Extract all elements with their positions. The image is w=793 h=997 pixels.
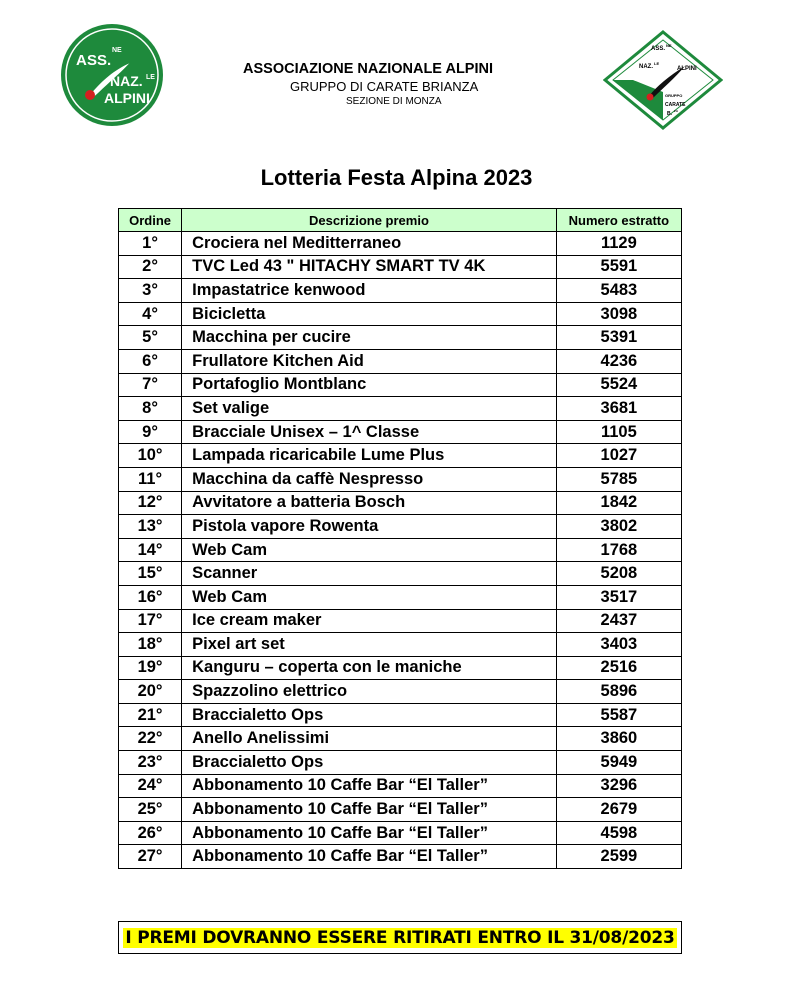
- row-prize-description: Braccialetto Ops: [182, 751, 557, 775]
- table-row: [119, 703, 682, 727]
- table-row: [119, 397, 682, 421]
- organization-name: ASSOCIAZIONE NAZIONALE ALPINI: [243, 61, 493, 77]
- table-row: [119, 633, 682, 657]
- table-row: [119, 680, 682, 704]
- row-drawn-number: 3296: [556, 774, 681, 798]
- row-drawn-number: 3802: [556, 515, 681, 539]
- table-row: [119, 326, 682, 350]
- row-prize-description: Macchina per cucire: [182, 326, 557, 350]
- row-prize-description: Web Cam: [182, 585, 557, 609]
- svg-text:GRUPPO: GRUPPO: [665, 93, 683, 98]
- row-prize-description: Abbonamento 10 Caffe Bar “El Taller”: [182, 798, 557, 822]
- table-row: [119, 845, 682, 869]
- organization-section: SEZIONE DI MONZA: [346, 96, 442, 107]
- page-title: [0, 165, 793, 191]
- table-row: [119, 656, 682, 680]
- svg-text:ZA: ZA: [674, 109, 678, 113]
- logo-text-alpini: ALPINI: [104, 90, 150, 106]
- row-rank: 2°: [119, 255, 182, 279]
- header-numero: Numero estratto: [556, 209, 681, 232]
- table-row: [119, 774, 682, 798]
- row-prize-description: Web Cam: [182, 538, 557, 562]
- row-prize-description: Set valige: [182, 397, 557, 421]
- row-prize-description: TVC Led 43 " HITACHY SMART TV 4K: [182, 255, 557, 279]
- row-drawn-number: 5785: [556, 467, 681, 491]
- row-prize-description: Ice cream maker: [182, 609, 557, 633]
- row-drawn-number: 5391: [556, 326, 681, 350]
- row-rank: 16°: [119, 585, 182, 609]
- row-drawn-number: 3403: [556, 633, 681, 657]
- table-row: [119, 491, 682, 515]
- row-prize-description: Abbonamento 10 Caffe Bar “El Taller”: [182, 821, 557, 845]
- row-rank: 17°: [119, 609, 182, 633]
- group-logo-right: [603, 30, 723, 130]
- row-rank: 8°: [119, 397, 182, 421]
- row-rank: 14°: [119, 538, 182, 562]
- row-rank: 7°: [119, 373, 182, 397]
- table-row: [119, 444, 682, 468]
- row-drawn-number: 5208: [556, 562, 681, 586]
- logo-sup-le: LE: [146, 74, 155, 81]
- row-prize-description: Bicicletta: [182, 302, 557, 326]
- header-ordine: Ordine: [119, 209, 182, 232]
- organization-group: GRUPPO DI CARATE BRIANZA: [290, 79, 479, 94]
- row-drawn-number: 5524: [556, 373, 681, 397]
- row-drawn-number: 5591: [556, 255, 681, 279]
- row-rank: 9°: [119, 420, 182, 444]
- svg-text:CARATE: CARATE: [665, 102, 686, 108]
- row-prize-description: Impastatrice kenwood: [182, 279, 557, 303]
- row-drawn-number: 5483: [556, 279, 681, 303]
- table-row: [119, 751, 682, 775]
- row-rank: 5°: [119, 326, 182, 350]
- row-rank: 21°: [119, 703, 182, 727]
- row-prize-description: Pistola vapore Rowenta: [182, 515, 557, 539]
- row-drawn-number: 5587: [556, 703, 681, 727]
- row-rank: 18°: [119, 633, 182, 657]
- table-row: [119, 821, 682, 845]
- row-rank: 4°: [119, 302, 182, 326]
- table-row: [119, 255, 682, 279]
- page-title-text: Lotteria Festa Alpina 2023: [260, 165, 533, 190]
- row-drawn-number: 4598: [556, 821, 681, 845]
- prize-table: [118, 208, 682, 869]
- row-drawn-number: 1105: [556, 420, 681, 444]
- row-drawn-number: 1027: [556, 444, 681, 468]
- logo-r-alpini: ALPINI: [677, 66, 697, 72]
- row-drawn-number: 1129: [556, 232, 681, 256]
- table-row: [119, 727, 682, 751]
- table-row: [119, 562, 682, 586]
- table-row: [119, 349, 682, 373]
- row-drawn-number: 2679: [556, 798, 681, 822]
- row-rank: 13°: [119, 515, 182, 539]
- table-row: [119, 515, 682, 539]
- table-row: [119, 798, 682, 822]
- row-rank: 23°: [119, 751, 182, 775]
- row-rank: 19°: [119, 656, 182, 680]
- table-row: [119, 609, 682, 633]
- row-prize-description: Anello Anelissimi: [182, 727, 557, 751]
- svg-text:LE: LE: [654, 61, 660, 66]
- row-prize-description: Avvitatore a batteria Bosch: [182, 491, 557, 515]
- logo-r-naz: NAZ.: [639, 64, 653, 70]
- logo-text-ss: SS.: [87, 52, 112, 69]
- logo-sup-ne: NE: [112, 47, 122, 54]
- table-row: [119, 420, 682, 444]
- row-prize-description: Braccialetto Ops: [182, 703, 557, 727]
- row-prize-description: Frullatore Kitchen Aid: [182, 349, 557, 373]
- table-row: [119, 302, 682, 326]
- row-rank: 3°: [119, 279, 182, 303]
- row-rank: 20°: [119, 680, 182, 704]
- table-row: [119, 585, 682, 609]
- row-drawn-number: 3098: [556, 302, 681, 326]
- logo-r-ass: ASS.: [651, 46, 666, 52]
- svg-text:NE: NE: [666, 43, 672, 48]
- table-row: [119, 538, 682, 562]
- row-drawn-number: 1768: [556, 538, 681, 562]
- row-rank: 15°: [119, 562, 182, 586]
- row-rank: 25°: [119, 798, 182, 822]
- svg-text:B.: B.: [667, 111, 672, 117]
- row-prize-description: Spazzolino elettrico: [182, 680, 557, 704]
- row-rank: 12°: [119, 491, 182, 515]
- row-drawn-number: 2516: [556, 656, 681, 680]
- association-logo-left: [60, 23, 164, 127]
- logo-text-naz: NAZ.: [110, 73, 143, 89]
- row-drawn-number: 3860: [556, 727, 681, 751]
- row-prize-description: Abbonamento 10 Caffe Bar “El Taller”: [182, 774, 557, 798]
- header-descrizione: Descrizione premio: [182, 209, 557, 232]
- row-prize-description: Crociera nel Meditterraneo: [182, 232, 557, 256]
- row-prize-description: Bracciale Unisex – 1^ Classe: [182, 420, 557, 444]
- row-prize-description: Abbonamento 10 Caffe Bar “El Taller”: [182, 845, 557, 869]
- row-rank: 26°: [119, 821, 182, 845]
- pickup-notice-text: I PREMI DOVRANNO ESSERE RITIRATI ENTRO IL 31/08/2023: [125, 927, 675, 948]
- row-rank: 24°: [119, 774, 182, 798]
- table-row: [119, 373, 682, 397]
- row-drawn-number: 3517: [556, 585, 681, 609]
- row-prize-description: Lampada ricaricabile Lume Plus: [182, 444, 557, 468]
- row-drawn-number: 3681: [556, 397, 681, 421]
- row-prize-description: Kanguru – coperta con le maniche: [182, 656, 557, 680]
- row-rank: 11°: [119, 467, 182, 491]
- row-rank: 6°: [119, 349, 182, 373]
- row-prize-description: Scanner: [182, 562, 557, 586]
- table-row: [119, 232, 682, 256]
- row-drawn-number: 4236: [556, 349, 681, 373]
- table-row: [119, 279, 682, 303]
- row-rank: 22°: [119, 727, 182, 751]
- row-rank: 10°: [119, 444, 182, 468]
- row-prize-description: Macchina da caffè Nespresso: [182, 467, 557, 491]
- row-prize-description: Portafoglio Montblanc: [182, 373, 557, 397]
- row-drawn-number: 5949: [556, 751, 681, 775]
- logo-text-a: A: [76, 52, 87, 69]
- row-rank: 1°: [119, 232, 182, 256]
- row-drawn-number: 2599: [556, 845, 681, 869]
- row-rank: 27°: [119, 845, 182, 869]
- table-row: [119, 467, 682, 491]
- pickup-notice: [118, 921, 682, 954]
- row-prize-description: Pixel art set: [182, 633, 557, 657]
- row-drawn-number: 2437: [556, 609, 681, 633]
- row-drawn-number: 1842: [556, 491, 681, 515]
- table-header-row: [119, 209, 682, 232]
- row-drawn-number: 5896: [556, 680, 681, 704]
